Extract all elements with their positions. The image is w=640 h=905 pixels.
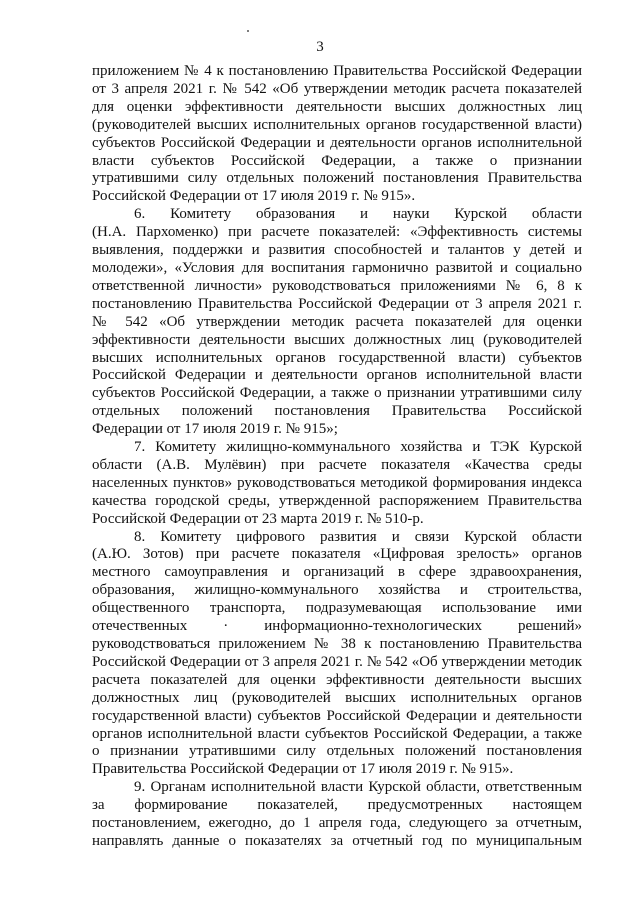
text-line: постановлением, ежегодно, до 1 апреля года, следующего за отчетным, xyxy=(92,815,582,832)
scan-speck xyxy=(247,30,249,32)
text-line: выявления, поддержки и развития способностей и талантов у детей и xyxy=(92,242,582,259)
text-line: области (А.В. Мулёвин) при расчете показателя «Качества среды xyxy=(92,456,582,473)
paragraph-item-6 xyxy=(92,206,582,439)
text-line: государственной власти) субъектов Российской Федерации и деятельности xyxy=(92,707,582,724)
text-line: Российской Федерации от 17 июля 2019 г. № 915». xyxy=(92,188,416,205)
paragraph-item-7 xyxy=(92,439,582,529)
text-line: Правительства Российской Федерации от 17 июля 2019 г. № 915». xyxy=(92,761,514,778)
text-line: приложением № 4 к постановлению Правительства Российской Федерации xyxy=(92,63,582,79)
text-line: Российской Федерации от 3 апреля 2021 г. № 542 «Об утверждении методик xyxy=(92,653,582,670)
text-line: власти субъектов Российской Федерации, а также о признании xyxy=(92,152,582,169)
text-line: качества городской среды, утвержденной распоряжением Правительства xyxy=(92,492,582,509)
text-line: постановлению Правительства Российской Федерации от 3 апреля 2021 г. xyxy=(92,295,582,312)
text-line: населенных пунктов» руководствоваться методикой формирования индекса xyxy=(92,474,582,491)
text-line: направлять данные о показателях за отчетный год по муниципальным xyxy=(92,832,582,849)
text-line: отечественных · информационно-технологических решений» xyxy=(92,618,582,635)
paragraph-item-9 xyxy=(92,779,582,851)
text-line: 7. Комитету жилищно-коммунального хозяйства и ТЭК Курской xyxy=(134,439,582,456)
text-line: субъектов Российской Федерации, а также о признании утратившими силу xyxy=(92,385,582,402)
text-line: Российской Федерации и деятельности органов исполнительной власти xyxy=(92,367,582,384)
text-line: местного самоуправления и организаций в сфере здравоохранения, xyxy=(92,564,582,581)
text-line: утратившими силу отдельных положений постановления Правительства xyxy=(92,170,582,187)
text-line: о признании утратившими силу отдельных положений постановления xyxy=(92,743,582,760)
text-line: (Н.А. Пархоменко) при расчете показателей: «Эффективность системы xyxy=(92,224,582,241)
text-line: должностных лиц (руководителей высших исполнительных органов xyxy=(92,689,582,706)
text-line: отдельных положений постановления Правительства Российской xyxy=(92,403,582,420)
text-line: 8. Комитету цифрового развития и связи Курской области xyxy=(134,528,582,545)
text-line: руководствоваться приложением № 38 к постановлению Правительства xyxy=(92,636,582,652)
text-line: (руководителей высших исполнительных органов государственной власти) xyxy=(92,116,582,133)
text-line: ответственной личности» руководствоваться приложениями № 6, 8 к xyxy=(92,277,582,294)
text-line: (А.Ю. Зотов) при расчете показателя «Цифровая зрелость» органов xyxy=(92,546,582,563)
text-line: Федерации от 17 июля 2019 г. № 915»; xyxy=(92,421,338,438)
page-number: 3 xyxy=(316,39,324,55)
text-line: 6. Комитету образования и науки Курской области xyxy=(134,206,582,223)
text-line: для оценки эффективности деятельности высших должностных лиц xyxy=(92,98,582,115)
text-line: № 542 «Об утверждении методик расчета показателей для оценки xyxy=(92,313,582,330)
text-line: образования, жилищно-коммунального хозяйства и строительства, xyxy=(92,582,582,599)
text-line: субъектов Российской Федерации и деятельности органов исполнительной xyxy=(92,134,582,151)
text-line: Российской Федерации от 23 марта 2019 г. № 510-р. xyxy=(92,510,424,527)
text-line: молодежи», «Условия для воспитания гармонично развитой и социально xyxy=(92,259,582,276)
document-body xyxy=(92,63,582,851)
text-line: общественного транспорта, подразумевающая использование ими xyxy=(92,600,582,617)
text-line: расчета показателей для оценки эффективности деятельности высших xyxy=(92,671,582,688)
text-line: органов исполнительной власти субъектов Российской Федерации, а также xyxy=(92,725,582,742)
paragraph-continuation xyxy=(92,63,582,206)
text-line: 9. Органам исполнительной власти Курской области, ответственным xyxy=(134,779,582,796)
text-line: от 3 апреля 2021 г. № 542 «Об утверждении методик расчета показателей xyxy=(92,80,582,97)
text-line: высших исполнительных органов государственной власти) субъектов xyxy=(92,349,582,366)
text-line: за формирование показателей, предусмотренных настоящем xyxy=(92,797,582,814)
paragraph-item-8 xyxy=(92,529,582,780)
text-line: эффективности деятельности высших должностных лиц (руководителей xyxy=(92,331,582,348)
